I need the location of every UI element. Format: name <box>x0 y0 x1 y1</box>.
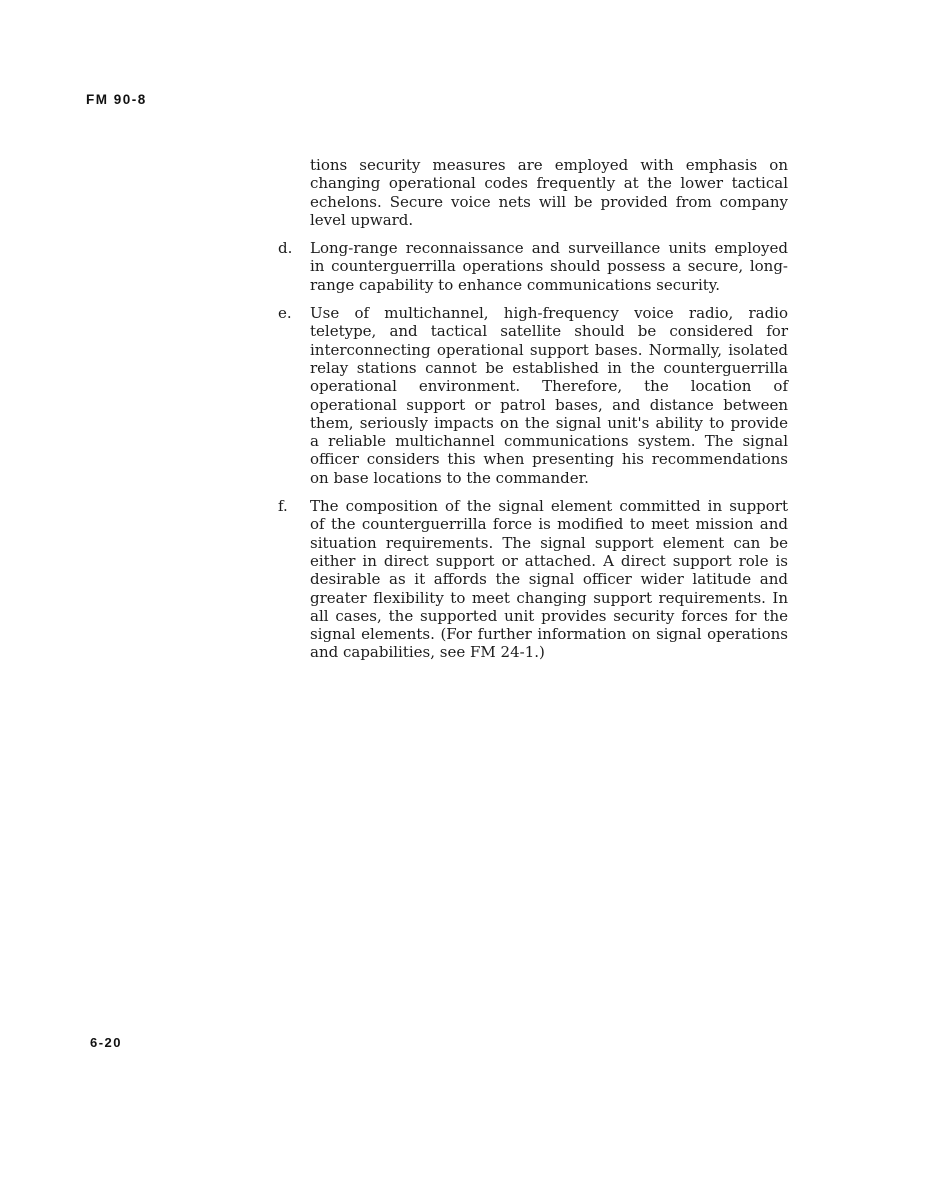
paragraph-label-e: e. <box>278 304 292 323</box>
paragraph-text: tions security measures are employed with emphasis on changing operational codes frequently at the lower tactical echelons. Secure voice nets will be provided from company level upward. <box>310 156 788 229</box>
page-number-footer: 6-20 <box>90 1035 123 1050</box>
paragraph-label-d: d. <box>278 239 293 258</box>
paragraph-text-d: Long-range reconnaissance and surveillance units employed in counterguerrilla operations should possess a secure, long-range capability to enhance communications security. <box>310 239 788 294</box>
paragraph-d <box>278 239 788 294</box>
paragraph-text-e: Use of multichannel, high-frequency voice radio, radio teletype, and tactical satellite should be considered for interconnecting operational support bases. Normally, isolated relay stations cannot be established in the counterguerrilla operational environment. Therefore, the location of operational support or patrol bases, and distance between them, seriously impacts on the signal unit's ability to provide a reliable multichannel communications system. The signal officer considers this when presenting his recommendations on base locations to the commander. <box>310 304 788 487</box>
paragraph-label-f: f. <box>278 497 288 516</box>
paragraph-f <box>278 497 788 662</box>
paragraph-e <box>278 304 788 487</box>
manual-number-header: FM 90-8 <box>86 92 147 107</box>
paragraph-text-f: The composition of the signal element committed in support of the counterguerrilla force is modified to meet mission and situation requirements. The signal support element can be either in direct support or attached. A direct support role is desirable as it affords the signal officer wider latitude and greater flexibility to meet changing support requirements. In all cases, the supported unit provides security forces for the signal elements. (For further information on signal operations and capabilities, see FM 24-1.) <box>310 497 788 662</box>
body-text-column <box>278 156 788 672</box>
paragraph-label <box>278 156 310 229</box>
paragraph-continuation <box>278 156 788 229</box>
